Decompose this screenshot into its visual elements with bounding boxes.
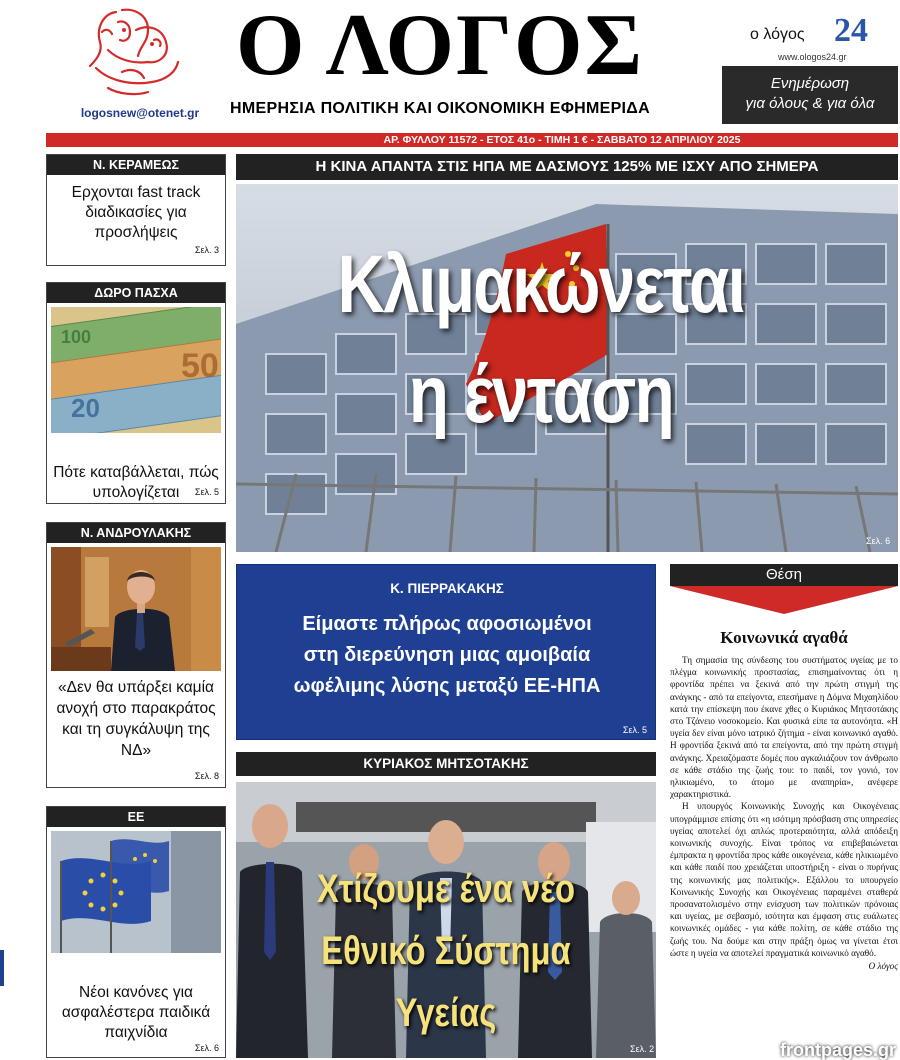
quote-line-1: Είμαστε πλήρως αφοσιωμένοι [302,613,592,635]
opinion-paragraph: Τη σημασία της σύνδεσης του συστήματος υγείας με το πλέγμα κοινωνικής προστασίας, επισημαίνοντας ότι η φροντίδα πρέπει να ξεκινά από την πρώτη στιγμή της ανάγκης - από τα επείγοντα, επεσήμανε η Δόμνα Μιχαηλίδου κατά την επίσκεψη που έκανε χθες ο Κυριάκος Μητσοτάκης στο Τζάνειο νοσοκομείο. Και φυσικά είπε τα αυτονόητα. «Η υγεία δεν είναι μόνο ιατρικό ζήτημα - είναι κοινωνικό αγαθό. Η φροντίδα ξεκινά από τα επείγοντα, από την πρώτη στιγμή ανάγκης. Χρειαζόμαστε δομές που αγκαλιάζουν τον άνθρωπο σε κάθε στάδιο της ζωής του: το παιδί, τον γονιό, τον ηλικιωμένο, το άτομο με αναπηρία», ανέφερε χαρακτηριστικά. [670,655,898,800]
bottom-headline-line-2: Εθνικό Σύστημα Υγείας [321,929,571,1035]
main-headline-line-2: η ένταση [408,349,674,440]
side-story-eu-toys[interactable] [46,806,226,1058]
source-watermark: frontpages.gr [780,1040,897,1060]
brand-number: 24 [834,12,868,49]
bottom-headline[interactable] [274,858,618,1044]
main-headline-line-1: Κλιμακώνεται [337,239,745,330]
opinion-signature: Ο λόγος [868,961,898,972]
quote-kicker: Κ. ΠΙΕΡΡΑΚΑΚΗΣ [390,581,504,596]
side-story-easter-bonus[interactable] [46,282,226,504]
logo-illustration [78,2,188,100]
svg-text:20: 20 [71,393,100,423]
opinion-title[interactable]: Κοινωνικά αγαθά [720,628,848,647]
tagline-line-2: για όλους & για όλα [745,95,875,112]
page-ref: Σελ. 3 [194,245,219,255]
masthead-title: Ο ΛΟΓΟΣ [236,0,644,94]
side-story-kicker: ΕΕ [47,807,225,827]
opinion-body [670,654,898,972]
eu-flags-photo [51,831,221,953]
page-ref: Σελ. 5 [622,725,647,735]
svg-text:50: 50 [181,347,219,385]
edge-marker [0,950,4,986]
tagline-box [722,66,898,124]
bottom-story-kicker: ΚΥΡΙΑΚΟΣ ΜΗΤΣΟΤΑΚΗΣ [236,752,656,776]
side-story-title: Νέοι κανόνες για ασφαλέστερα παιδικά παιχνίδια [61,984,211,1041]
main-headline[interactable] [297,230,785,450]
side-story-title: Πότε καταβάλλεται, πώς υπολογίζεται [53,464,219,501]
page-ref: Σελ. 8 [194,771,219,781]
brand-url: www.ologos24.gr [778,52,847,62]
side-story-title: Ερχονται fast track διαδικασίες για προσλήψεις [71,184,201,241]
opinion-paragraph: Η υπουργός Κοινωνικής Συνοχής και Οικογένειας υπογράμμισε επίσης ότι «η ισότιμη πρόσβαση στις υπηρεσίες υγείας αποτελεί όχι απλώς προτεραιότητα, αλλά απόδειξη κοινωνικής συνοχής. Είναι τρόπος να επιβεβαιώνεται έμπρακτα η φροντίδα προς κάθε οικογένεια, κάθε ηλικιωμένο και κάθε παιδί που χρειάζεται υποστήριξη - είναι ο πυρήνας της κοινωνικής μας πολιτικής». Εξάλλου το υπουργείο Κοινωνικής Συνοχής και Οικογένειας παραμένει σταθερά προσανατολισμένο στην ενίσχυση των πολιτικών πρόνοιας και υγείας, με σεβασμό, ισότητα και έμφαση στις ευάλωτες κοινωνικές ομάδες - για κάθε πολίτη, σε κάθε στάδιο της ζωής του. Να δούμε και στην πράξη όμως να γίνεται έτσι ώστε η υγεία να αποτελεί πραγματικά κοινωνικό αγαθό. [670,801,898,958]
page-ref: Σελ. 6 [194,1043,219,1053]
quote-text [237,609,657,702]
main-story-kicker: Η ΚΙΝΑ ΑΠΑΝΤΑ ΣΤΙΣ ΗΠΑ ΜΕ ΔΑΣΜΟΥΣ 125% ΜΕ ΙΣΧΥ ΑΠΟ ΣΗΜΕΡΑ [236,154,898,180]
side-story-title: «Δεν θα υπάρξει καμία ανοχή στο παρακράτος και τη συγκάλυψη της ΝΔ» [56,679,216,759]
opinion-section-label: Θέση [670,564,898,586]
issue-info-bar: ΑΡ. ΦΥΛΛΟΥ 11572 - ΕΤΟΣ 41ο - ΤΙΜΗ 1 € - ΣΑΒΒΑΤΟ 12 ΑΠΡΙΛΙΟΥ 2025 [46,133,898,147]
quote-line-2: στη διερεύνηση μιας αμοιβαία [303,644,591,666]
page-ref: Σελ. 2 [630,1044,655,1054]
online-brand-logo [722,10,898,62]
page-ref: Σελ. 6 [866,536,891,546]
side-story-keramews[interactable] [46,154,226,266]
quote-line-3: ωφέλιμης λύσης μεταξύ ΕΕ-ΗΠΑ [293,675,601,697]
side-story-androulakis[interactable] [46,522,226,788]
svg-text:100: 100 [61,327,92,347]
side-story-kicker: Ν. ΑΝΔΡΟΥΛΑΚΗΣ [47,523,225,543]
speaker-photo [51,547,221,671]
page-ref: Σελ. 5 [194,487,219,497]
opinion-arrow-decoration [670,586,898,614]
banknotes-photo [51,307,221,433]
side-story-kicker: Ν. ΚΕΡΑΜΕΩΣ [47,155,225,175]
side-story-kicker: ΔΩΡΟ ΠΑΣΧΑ [47,283,225,303]
contact-email: logosnew@otenet.gr [80,106,200,120]
quote-box[interactable] [236,564,656,740]
bottom-headline-line-1: Χτίζουμε ένα νέο [316,867,576,911]
tagline-line-1: Ενημέρωση [770,75,850,92]
masthead-subtitle: ΗΜΕΡΗΣΙΑ ΠΟΛΙΤΙΚΗ ΚΑΙ ΟΙΚΟΝΟΜΙΚΗ ΕΦΗΜΕΡΙΔΑ [230,100,650,117]
brand-word: ο λόγος [750,26,805,43]
